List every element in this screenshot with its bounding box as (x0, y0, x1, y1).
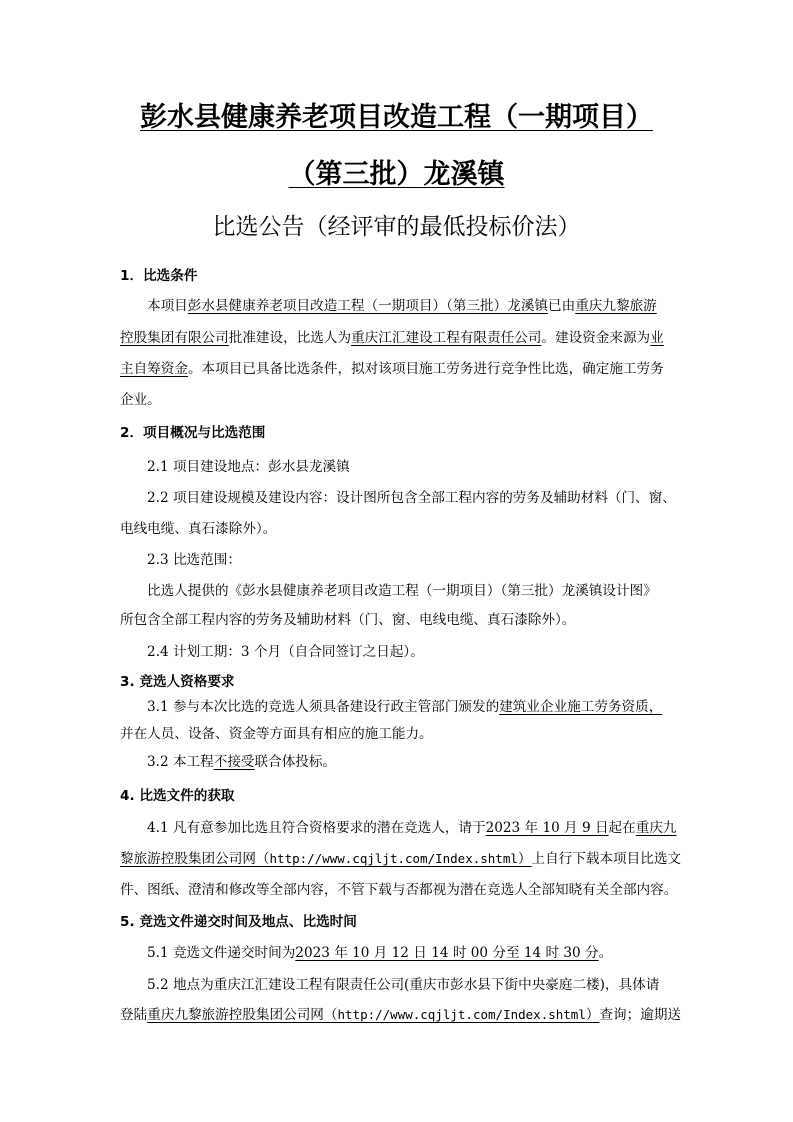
section-5-heading: 5. 竞选文件递交时间及地点、比选时间 (120, 914, 357, 930)
s5-text: 5.1 竞选文件递交时间为 (147, 945, 296, 961)
s4-item-4-1-line-3: 件、图纸、澄清和修改等全部内容，不管下载与否都视为潜在竞选人全部知晓有关全部内容。 (120, 882, 678, 898)
s3-text: 3.2 本工程 (147, 754, 214, 770)
s1-selector-company: 重庆江汇建设工程有限责任公司 (351, 330, 542, 346)
title-line-2-text: （第三批）龙溪镇 (288, 159, 505, 190)
s2-item-2-1: 2.1 项目建设地点：彭水县龙溪镇 (147, 459, 350, 475)
s4-website-name-part-1: 重庆九 (635, 820, 677, 836)
s3-text: 3.1 参与本次比选的竞选人须具备建设行政主管部门颁发的 (147, 699, 500, 715)
subtitle: 比选公告（经评审的最低投标价法） (212, 214, 581, 240)
s4-start-date: 2023 年 10 月 9 日 (485, 820, 609, 836)
s2-item-2-2-line-1: 2.2 项目建设规模及建设内容：设计图所包含全部工程内容的劳务及辅助材料（门、窗、 (147, 490, 676, 506)
s5-item-5-2-line-2 (120, 1003, 680, 1023)
s1-text: 。建设资金来源为 (541, 330, 651, 346)
title-line-2 (0, 152, 793, 191)
s1-line-4: 企业。 (120, 392, 161, 408)
s1-fund-part-1: 业 (650, 330, 664, 346)
s2-item-2-3: 2.3 比选范围： (147, 552, 241, 568)
s1-project-name: 彭水县健康养老项目改造工程（一期项目）（第三批）龙溪镇 (187, 298, 549, 314)
s2-item-2-3-line-2: 所包含全部工程内容的劳务及辅助材料（门、窗、电线电缆、真石漆除外）。 (120, 612, 576, 628)
section-4-heading: 4. 比选文件的获取 (120, 788, 235, 804)
s5-item-5-2-line-1: 5.2 地点为重庆江汇建设工程有限责任公司(重庆市彭水县下街中央豪庭二楼)，具体请 (147, 977, 660, 993)
s1-text: 本项目 (147, 298, 188, 314)
section-3-heading: 3. 竞选人资格要求 (120, 674, 235, 690)
s4-text: 4.1 凡有意参加比选且符合资格要求的潜在竞选人，请于 (147, 820, 486, 836)
section-1-heading: 1．比选条件 (120, 268, 198, 284)
s1-approver-part-2: 控股集团有限公司 (120, 330, 229, 346)
s4-website-link[interactable]: http://www.cqjljt.com/Index.shtml (269, 851, 518, 866)
s2-item-2-2-line-2: 电线电缆、真石漆除外）。 (120, 521, 277, 537)
s4-website-paren: ） (517, 851, 532, 867)
s1-line-2 (120, 326, 680, 346)
s1-line-3 (120, 357, 680, 377)
s5-item-5-1 (147, 941, 680, 961)
s3-item-3-1-line-2: 并在人员、设备、资金等方面具有相应的施工能力。 (120, 726, 433, 742)
s4-website-name-part-2: 黎旅游控股集团公司网（ (120, 851, 270, 867)
title-line-1-text: 彭水县健康养老项目改造工程（一期项目） (140, 102, 653, 133)
s3-item-3-1-line-1 (147, 695, 680, 715)
s5-website-name: 重庆九黎旅游控股集团公司网（ (147, 1007, 338, 1023)
section-2-heading: 2．项目概况与比选范围 (120, 425, 266, 441)
s5-submit-time: 2023 年 10 月 12 日 14 时 00 分至 14 时 30 分 (295, 945, 599, 961)
s5-text: 登陆 (120, 1007, 148, 1023)
title-line-1 (0, 95, 793, 134)
s5-text: 查询；逾期送 (599, 1007, 682, 1023)
s4-item-4-1-line-1 (147, 816, 680, 836)
s2-item-2-4: 2.4 计划工期：3 个月（自合同签订之日起）。 (147, 644, 424, 660)
s1-line-1 (147, 294, 680, 314)
s4-item-4-1-line-2 (120, 847, 680, 867)
s3-qualification: 建筑业企业施工劳务资质， (499, 699, 663, 715)
s5-text: 。 (598, 945, 613, 961)
s2-item-2-3-line-1: 比选人提供的《彭水县健康养老项目改造工程（一期项目）（第三批）龙溪镇设计图》 (147, 583, 657, 599)
s4-text: 起在 (608, 820, 636, 836)
s1-approver-part-1: 重庆九黎旅游 (575, 298, 657, 314)
s1-text: 。本项目已具备比选条件，拟对该项目施工劳务进行竞争性比选，确定施工劳务 (187, 361, 664, 377)
s1-text: 批准建设，比选人为 (228, 330, 352, 346)
s1-fund-part-2: 主自筹资金 (120, 361, 188, 377)
s3-not-accepted: 不接受 (213, 754, 255, 770)
s4-text: 上自行下载本项目比选文 (531, 851, 682, 867)
s3-text: 联合体投标。 (254, 754, 337, 770)
s5-website-link[interactable]: http://www.cqjljt.com/Index.shtml (337, 1007, 586, 1022)
s5-website-paren: ） (585, 1007, 600, 1023)
s1-text: 已由 (548, 298, 576, 314)
s3-item-3-2 (147, 750, 680, 770)
